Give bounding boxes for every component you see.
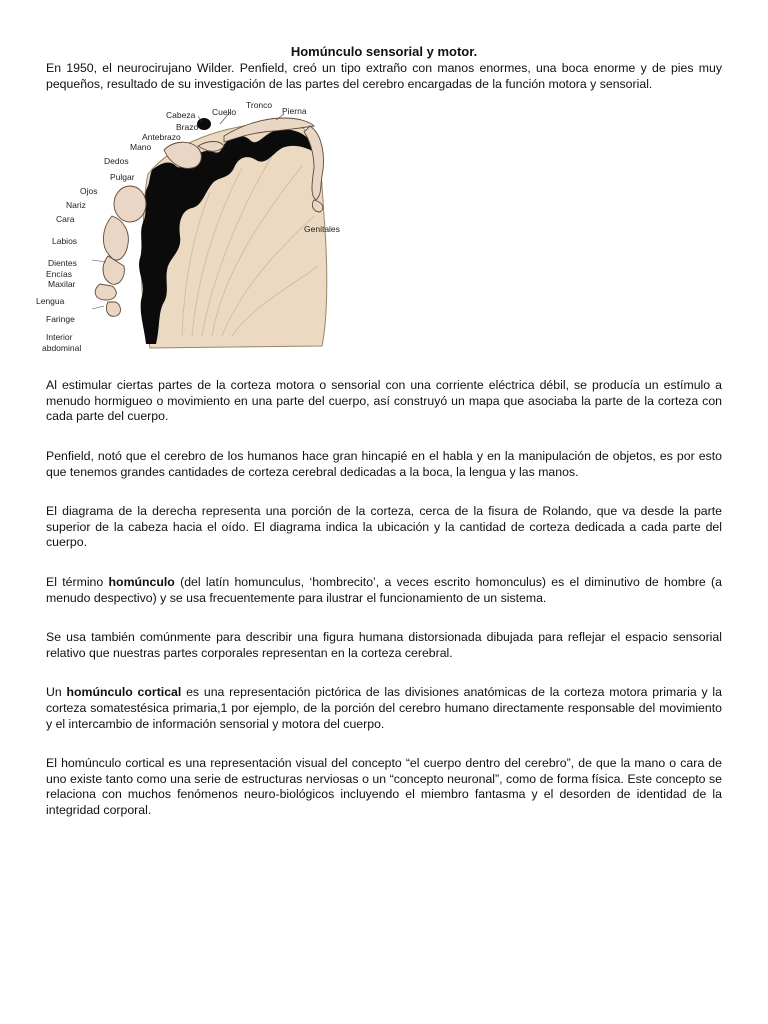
label-faringe: Faringe xyxy=(46,314,75,325)
label-nariz: Nariz xyxy=(66,200,86,211)
label-lengua: Lengua xyxy=(36,296,65,307)
label-ojos: Ojos xyxy=(80,186,98,197)
paragraph-homunculo-cortical xyxy=(46,685,722,732)
label-cabeza: Cabeza xyxy=(166,110,196,121)
label-brazo: Brazo xyxy=(176,122,199,133)
label-encias: Encías xyxy=(46,269,72,280)
bold-term: homúnculo xyxy=(108,574,175,589)
label-tronco: Tronco xyxy=(246,100,273,111)
page-title: Homúnculo sensorial y motor. xyxy=(290,44,478,59)
label-interior: Interior xyxy=(46,332,73,343)
label-abdominal: abdominal xyxy=(42,343,82,354)
paragraph-concepto: El homúnculo cortical es una representación visual del concepto “el cuerpo dentro del cerebro”, de que la mano o cara de uno existe tanto como una serie de estructuras nerviosas o un “concepto neuronal”, como de forma física. Este concepto se relaciona con muchos fenómenos neuro-biológicos incluyendo el miembro fantasma y el desorden de identidad de la integridad corporal. xyxy=(46,756,722,817)
paragraph-estimulacion: Al estimular ciertas partes de la corteza motora o sensorial con una corriente eléctrica débil, se producía un estímulo a menudo hormigueo o movimiento en una parte del cuerpo, así construyó un mapa que asociaba la parte de la corteza con cada parte del cuerpo. xyxy=(46,378,722,424)
label-maxilar: Maxilar xyxy=(48,279,76,290)
intro-paragraph: En 1950, el neurocirujano Wilder. Penfield, creó un tipo extraño con manos enormes, una boca enorme y de pies muy pequeños, resultado de su investigación de las partes del cerebro encargadas de la función motora y sensorial. xyxy=(46,61,722,91)
label-labios: Labios xyxy=(52,236,78,247)
label-cara: Cara xyxy=(56,214,75,225)
homunculus-diagram xyxy=(36,96,372,356)
label-pierna: Pierna xyxy=(282,106,307,117)
label-cuello: Cuello xyxy=(212,107,237,118)
text-run: El término xyxy=(46,574,109,589)
neck-blob xyxy=(197,118,211,130)
text-run: Un xyxy=(46,685,67,700)
label-genitales: Genitales xyxy=(304,224,340,235)
document-page xyxy=(36,0,722,818)
label-dedos: Dedos xyxy=(104,156,129,167)
paragraph-termino xyxy=(46,575,722,606)
label-dientes: Dientes xyxy=(48,258,77,269)
text-run: es una representación pictórica de las divisiones anatómicas de la corteza motora primaria y la corteza somatestésica primaria,1 por ejemplo, de la porción del cerebro humano directamente responsable del movimiento y el intercambio de información sensorial y motora del cuerpo. xyxy=(46,685,722,731)
paragraph-figura-distorsionada: Se usa también comúnmente para describir una figura humana distorsionada dibujada para reflejar el espacio sensorial relativo que nuestras partes corporales representan en la corteza cerebral. xyxy=(46,630,722,660)
text-run: (del latín homunculus, ‘hombrecito’, a veces escrito homonculus) es el diminutivo de hombre (a menudo despectivo) y se usa frecuentemente para ilustrar el funcionamiento de un sistema. xyxy=(46,574,722,605)
paragraph-penfield: Penfield, notó que el cerebro de los humanos hace gran hincapié en el habla y en la manipulación de objetos, es por esto que tenemos grandes cantidades de corteza cerebral dedicadas a la boca, la lengua y las manos. xyxy=(46,448,722,479)
label-pulgar: Pulgar xyxy=(110,172,135,183)
paragraph-diagrama: El diagrama de la derecha representa una porción de la corteza, cerca de la fisura de Rolando, que va desde la parte superior de la cabeza hacia el oído. El diagrama indica la ubicación y la cantidad de corteza dedicada a cada parte del cuerpo. xyxy=(46,504,722,550)
label-mano: Mano xyxy=(130,142,152,153)
label-antebrazo: Antebrazo xyxy=(142,132,181,143)
homunculus-figure xyxy=(36,96,372,356)
bold-term: homúnculo cortical xyxy=(66,685,182,700)
